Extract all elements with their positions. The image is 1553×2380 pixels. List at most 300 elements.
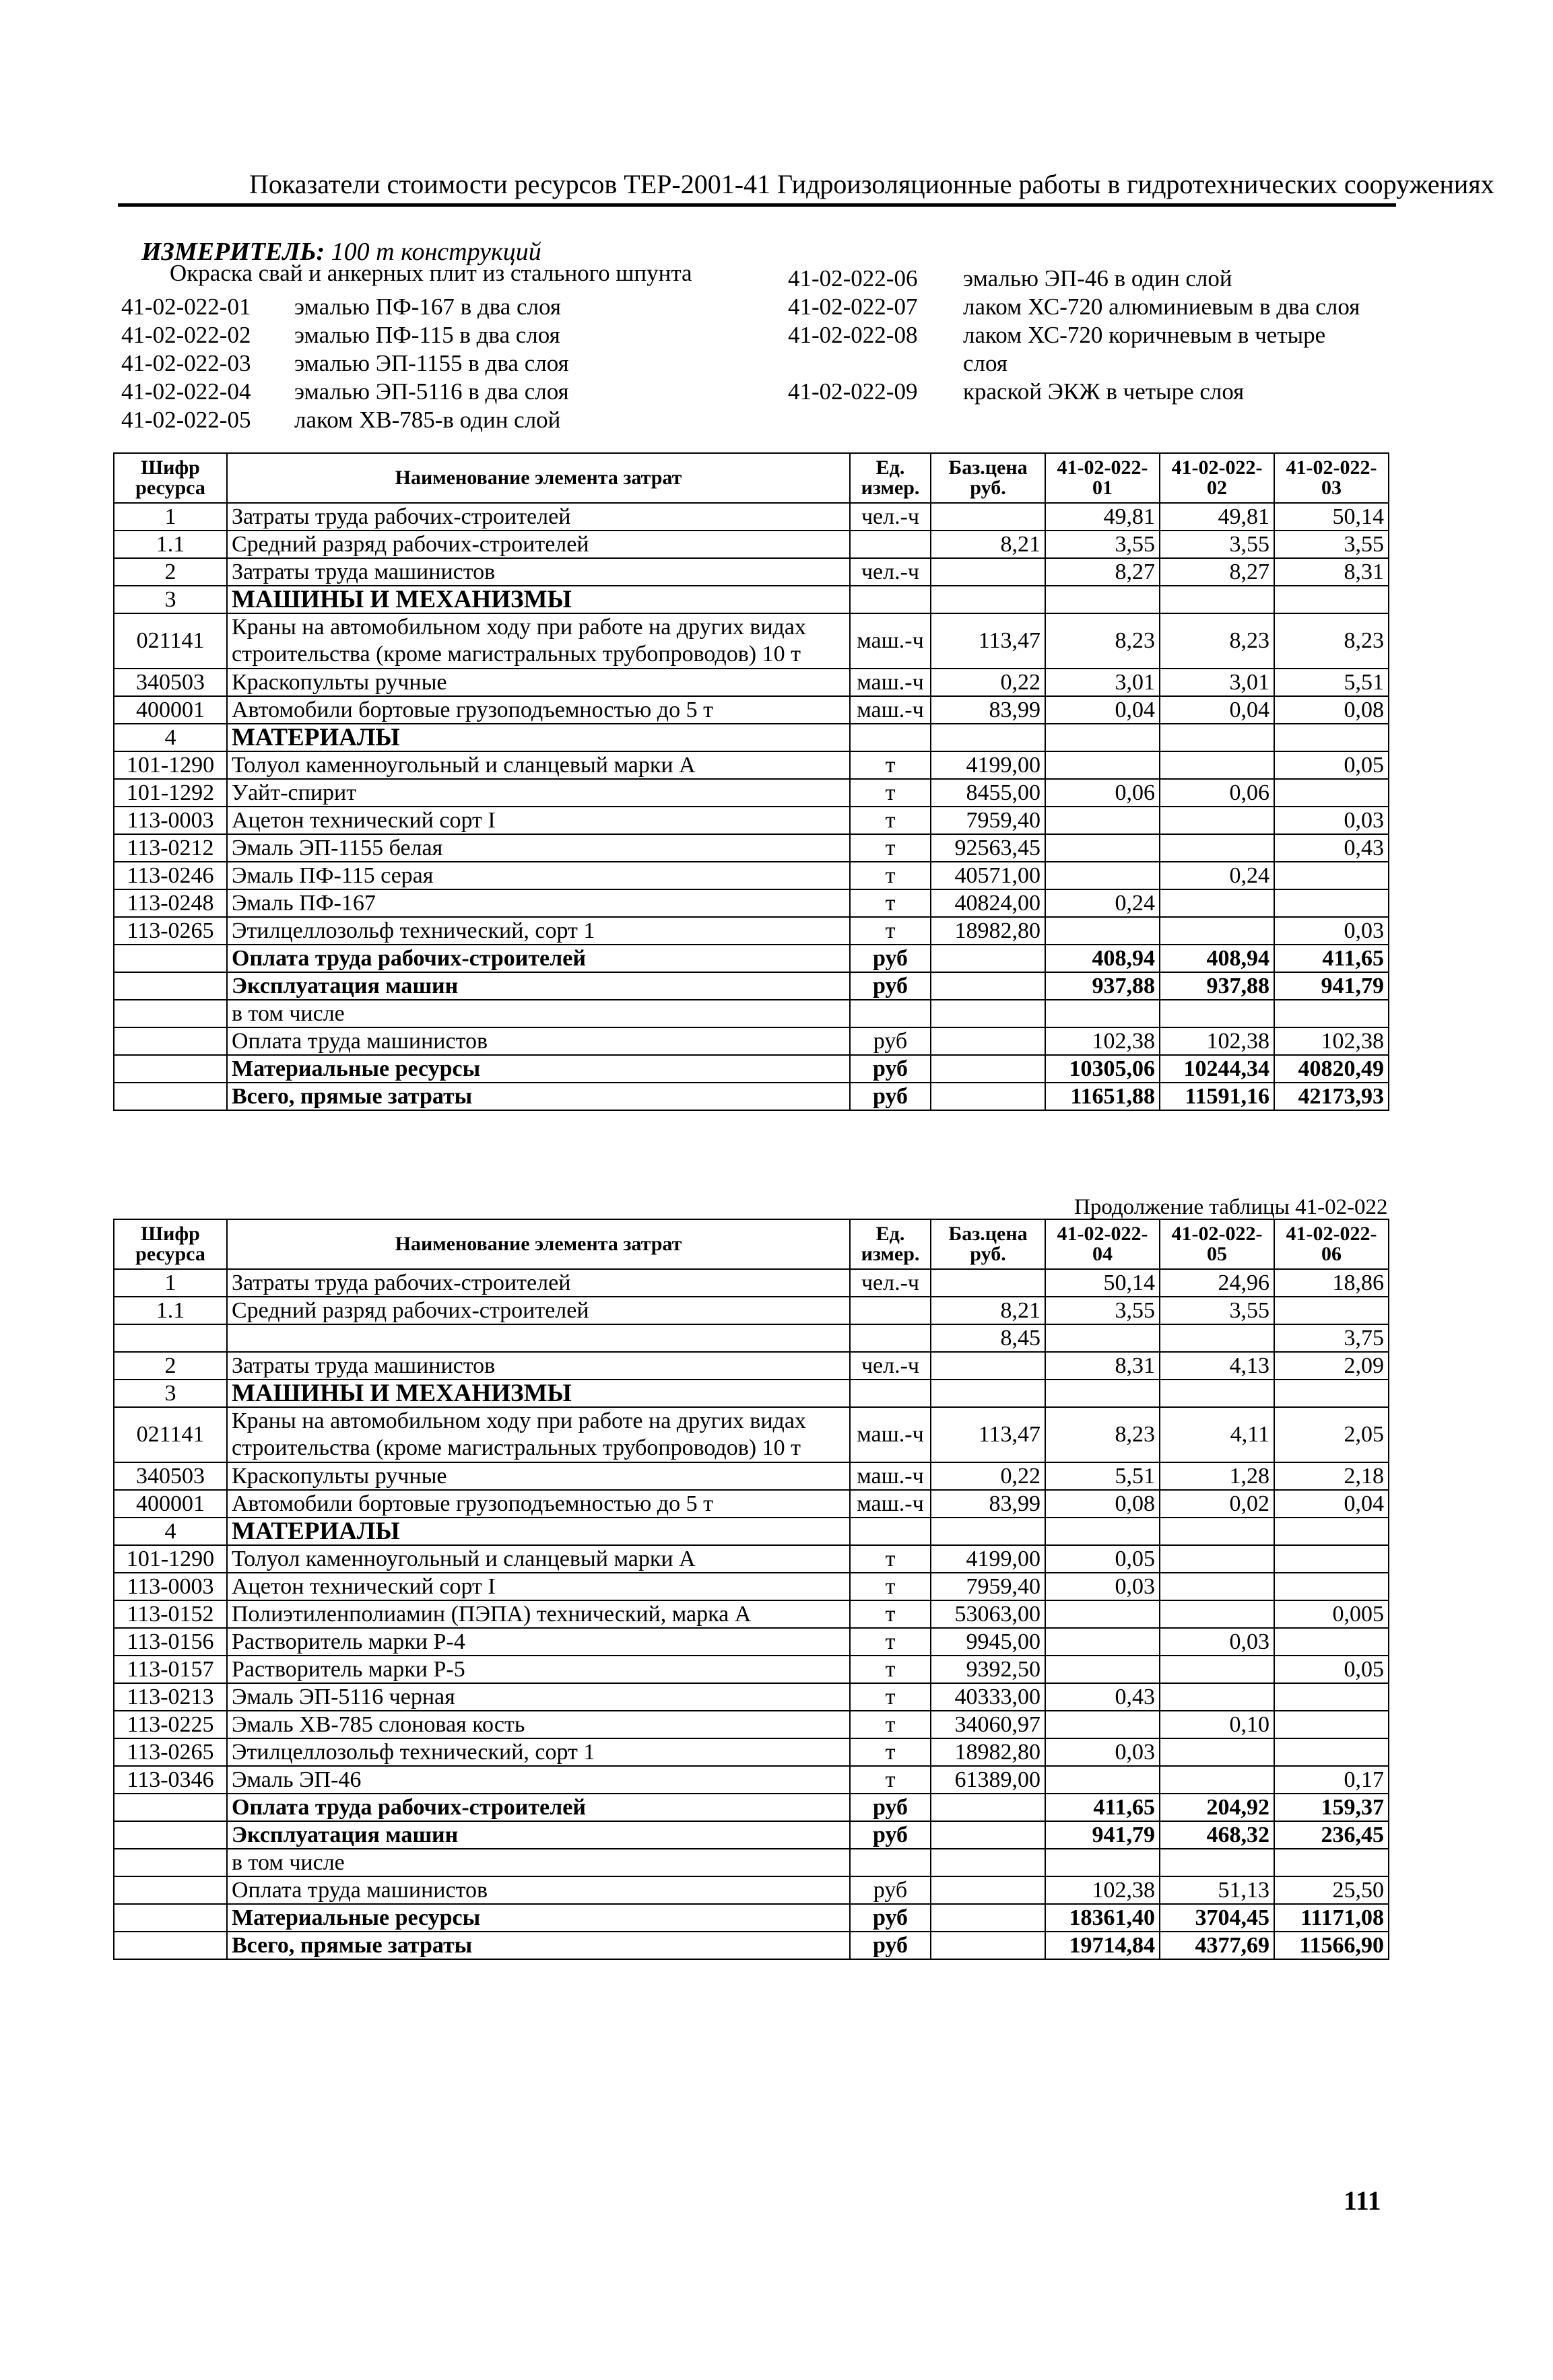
- cell-code: 400001: [114, 1490, 227, 1518]
- cell-value: 51,13: [1160, 1876, 1274, 1904]
- cell-unit: т: [850, 834, 931, 862]
- cell-value: 159,37: [1274, 1794, 1389, 1821]
- cell-unit: маш.-ч: [850, 669, 931, 696]
- cell-name: Затраты труда рабочих-строителей: [227, 503, 850, 531]
- cell-price: 7959,40: [931, 1573, 1045, 1600]
- intro-code: 41-02-022-08: [788, 322, 918, 348]
- cell-code: [114, 1324, 227, 1352]
- cell-name: Этилцеллозольф технический, сорт 1: [227, 1738, 850, 1766]
- cell-value: 3,75: [1274, 1324, 1389, 1352]
- cell-value: [1045, 1656, 1160, 1683]
- cell-value: 18361,40: [1045, 1904, 1160, 1932]
- cell-value: 0,08: [1274, 696, 1389, 724]
- cell-unit: [850, 1380, 931, 1407]
- cell-unit: т: [850, 1600, 931, 1628]
- intro-desc: эмалью ПФ-115 в два слоя: [294, 322, 560, 348]
- cell-unit: [850, 531, 931, 558]
- table-row: [114, 1407, 1389, 1462]
- table-header-row: [114, 453, 1389, 503]
- intro-code: 41-02-022-04: [121, 378, 251, 405]
- cell-name: Всего, прямые затраты: [227, 1932, 850, 1959]
- cell-value: 25,50: [1274, 1876, 1389, 1904]
- cell-value: [1045, 1766, 1160, 1794]
- cell-value: [1160, 724, 1274, 751]
- cell-price: 61389,00: [931, 1766, 1045, 1794]
- table-row: [114, 779, 1389, 807]
- cost-table-1: [113, 452, 1389, 1111]
- cell-value: [1160, 751, 1274, 779]
- cell-value: 11651,88: [1045, 1083, 1160, 1110]
- cell-value: 0,06: [1160, 779, 1274, 807]
- cell-value: [1045, 1000, 1160, 1027]
- cell-price: [931, 503, 1045, 531]
- cell-name: Оплата труда рабочих-строителей: [227, 945, 850, 972]
- cell-unit: т: [850, 1656, 931, 1683]
- intro-desc: эмалью ЭП-5116 в два слоя: [294, 378, 569, 405]
- cell-price: 4199,00: [931, 1545, 1045, 1573]
- cell-code: 1: [114, 503, 227, 531]
- table-row: [114, 1083, 1389, 1110]
- cell-unit: т: [850, 779, 931, 807]
- cell-value: [1274, 1545, 1389, 1573]
- intro-code: 41-02-022-02: [121, 322, 251, 348]
- cell-code: [114, 945, 227, 972]
- cell-value: [1045, 917, 1160, 945]
- cell-price: 18982,80: [931, 1738, 1045, 1766]
- cell-name: Этилцеллозольф технический, сорт 1: [227, 917, 850, 945]
- cell-name: Автомобили бортовые грузоподъемностью до 5 т: [227, 696, 850, 724]
- table-row: [114, 807, 1389, 834]
- table-row: [114, 1628, 1389, 1656]
- table-row: [114, 1932, 1389, 1959]
- cell-value: [1160, 586, 1274, 613]
- cell-name: Ацетон технический сорт I: [227, 807, 850, 834]
- cell-value: [1160, 1380, 1274, 1407]
- cell-value: 8,31: [1045, 1352, 1160, 1380]
- cell-value: 0,02: [1160, 1490, 1274, 1518]
- cell-name: Эмаль ЭП-1155 белая: [227, 834, 850, 862]
- intro-code: 41-02-022-06: [788, 265, 918, 292]
- cell-value: [1160, 1849, 1274, 1876]
- cell-price: 92563,45: [931, 834, 1045, 862]
- cell-name: Всего, прямые затраты: [227, 1083, 850, 1110]
- cell-price: [931, 1380, 1045, 1407]
- cell-unit: чел.-ч: [850, 1269, 931, 1297]
- cell-name: Эксплуатация машин: [227, 972, 850, 1000]
- cell-value: [1274, 1683, 1389, 1711]
- cell-value: [1274, 724, 1389, 751]
- page-header: Показатели стоимости ресурсов ТЕР-2001-41 Гидроизоляционные работы в гидротехнических сооружениях: [249, 169, 1494, 199]
- cell-code: 113-0157: [114, 1656, 227, 1683]
- cell-value: 4377,69: [1160, 1932, 1274, 1959]
- cell-code: [114, 1055, 227, 1083]
- cell-value: 102,38: [1045, 1027, 1160, 1055]
- cell-value: 1,28: [1160, 1462, 1274, 1490]
- cell-code: 400001: [114, 696, 227, 724]
- table-row: [114, 834, 1389, 862]
- cell-price: [931, 972, 1045, 1000]
- cell-value: 49,81: [1045, 503, 1160, 531]
- header-cell-name: Наименование элемента затрат: [227, 453, 850, 503]
- table-row: [114, 1849, 1389, 1876]
- cell-unit: [850, 1518, 931, 1545]
- cell-code: 113-0225: [114, 1711, 227, 1738]
- cell-value: 0,24: [1045, 889, 1160, 917]
- cell-value: 0,43: [1045, 1683, 1160, 1711]
- cell-price: [931, 1821, 1045, 1849]
- cell-value: 11591,16: [1160, 1083, 1274, 1110]
- table-row: [114, 917, 1389, 945]
- cell-value: [1160, 1600, 1274, 1628]
- cell-price: 8,21: [931, 531, 1045, 558]
- cell-value: 102,38: [1160, 1027, 1274, 1055]
- cell-price: [931, 558, 1045, 586]
- cell-code: [114, 1821, 227, 1849]
- cell-value: [1045, 834, 1160, 862]
- table-row: [114, 1876, 1389, 1904]
- cell-value: 0,43: [1274, 834, 1389, 862]
- header-cell-code: Шифр ресурса: [114, 1219, 227, 1269]
- table-row: [114, 1821, 1389, 1849]
- cell-unit: маш.-ч: [850, 1407, 931, 1462]
- cell-unit: руб: [850, 1027, 931, 1055]
- cell-value: 411,65: [1045, 1794, 1160, 1821]
- cell-price: [931, 1794, 1045, 1821]
- cell-unit: т: [850, 1683, 931, 1711]
- cell-price: 9945,00: [931, 1628, 1045, 1656]
- cell-value: 0,005: [1274, 1600, 1389, 1628]
- cell-value: 941,79: [1274, 972, 1389, 1000]
- cell-value: 8,27: [1160, 558, 1274, 586]
- cell-code: 113-0152: [114, 1600, 227, 1628]
- header-cell-unit: Ед. измер.: [850, 1219, 931, 1269]
- cell-code: 1.1: [114, 1297, 227, 1324]
- cell-value: [1045, 586, 1160, 613]
- cell-code: 340503: [114, 1462, 227, 1490]
- cell-value: 0,03: [1160, 1628, 1274, 1656]
- page-number: 111: [1344, 2185, 1381, 2216]
- cell-value: [1160, 889, 1274, 917]
- cell-value: [1160, 1683, 1274, 1711]
- header-cell-unit: Ед. измер.: [850, 453, 931, 503]
- cell-value: [1274, 779, 1389, 807]
- cell-value: [1160, 1573, 1274, 1600]
- cell-price: [931, 945, 1045, 972]
- table-row: [114, 669, 1389, 696]
- cell-code: 021141: [114, 613, 227, 669]
- cell-code: 340503: [114, 669, 227, 696]
- cell-name: Эксплуатация машин: [227, 1821, 850, 1849]
- cell-price: 40824,00: [931, 889, 1045, 917]
- cell-code: 113-0248: [114, 889, 227, 917]
- cell-value: [1274, 1628, 1389, 1656]
- cell-name: Краны на автомобильном ходу при работе на других видах строительства (кроме магистральных трубопроводов) 10 т: [227, 1407, 850, 1462]
- cell-name: в том числе: [227, 1000, 850, 1027]
- cell-value: 5,51: [1274, 669, 1389, 696]
- cell-value: 24,96: [1160, 1269, 1274, 1297]
- cell-value: 0,03: [1274, 917, 1389, 945]
- table-row: [114, 1545, 1389, 1573]
- intro-desc: лаком ХС-720 алюминиевым в два слоя: [963, 294, 1360, 320]
- cell-name: МАТЕРИАЛЫ: [227, 1518, 850, 1545]
- cell-code: 101-1290: [114, 1545, 227, 1573]
- cell-value: 42173,93: [1274, 1083, 1389, 1110]
- header-cell-variant: 41-02-022-06: [1274, 1219, 1389, 1269]
- cell-unit: [850, 586, 931, 613]
- cell-price: [931, 1055, 1045, 1083]
- header-cell-price: Баз.цена руб.: [931, 1219, 1045, 1269]
- cell-unit: руб: [850, 972, 931, 1000]
- header-cell-code: Шифр ресурса: [114, 453, 227, 503]
- intro-desc: краской ЭКЖ в четыре слоя: [963, 378, 1245, 405]
- cell-code: 113-0003: [114, 807, 227, 834]
- cell-unit: т: [850, 889, 931, 917]
- cell-value: 937,88: [1160, 972, 1274, 1000]
- cell-value: [1045, 1628, 1160, 1656]
- cell-value: [1160, 1545, 1274, 1573]
- cell-code: 3: [114, 586, 227, 613]
- cell-value: 0,03: [1045, 1738, 1160, 1766]
- cell-value: 102,38: [1045, 1876, 1160, 1904]
- cell-value: [1045, 1711, 1160, 1738]
- cell-name: Толуол каменноугольный и сланцевый марки А: [227, 1545, 850, 1573]
- cell-code: [114, 1932, 227, 1959]
- cell-unit: руб: [850, 1083, 931, 1110]
- cell-value: [1274, 1518, 1389, 1545]
- cell-name: Краскопульты ручные: [227, 669, 850, 696]
- cell-price: 0,22: [931, 669, 1045, 696]
- cell-price: [931, 586, 1045, 613]
- header-rule: [118, 203, 1396, 207]
- cell-value: 411,65: [1274, 945, 1389, 972]
- cell-price: 113,47: [931, 1407, 1045, 1462]
- cell-unit: руб: [850, 1904, 931, 1932]
- cell-code: 113-0003: [114, 1573, 227, 1600]
- cell-name: [227, 1324, 850, 1352]
- cell-price: [931, 1876, 1045, 1904]
- cell-unit: маш.-ч: [850, 696, 931, 724]
- cell-unit: маш.-ч: [850, 1462, 931, 1490]
- cell-name: МАШИНЫ И МЕХАНИЗМЫ: [227, 1380, 850, 1407]
- cell-price: [931, 1849, 1045, 1876]
- cell-price: [931, 1000, 1045, 1027]
- cell-value: 0,17: [1274, 1766, 1389, 1794]
- cell-name: Материальные ресурсы: [227, 1904, 850, 1932]
- cell-code: 113-0156: [114, 1628, 227, 1656]
- cell-value: [1160, 1000, 1274, 1027]
- cell-value: [1160, 1324, 1274, 1352]
- cell-code: [114, 1904, 227, 1932]
- cell-value: 8,23: [1160, 613, 1274, 669]
- table-row: [114, 586, 1389, 613]
- cell-value: 40820,49: [1274, 1055, 1389, 1083]
- cell-unit: т: [850, 1738, 931, 1766]
- cell-code: 4: [114, 724, 227, 751]
- cell-name: Эмаль ХВ-785 слоновая кость: [227, 1711, 850, 1738]
- cell-name: Средний разряд рабочих-строителей: [227, 1297, 850, 1324]
- cell-code: 1.1: [114, 531, 227, 558]
- cell-price: [931, 1932, 1045, 1959]
- cell-unit: чел.-ч: [850, 1352, 931, 1380]
- cell-value: 2,09: [1274, 1352, 1389, 1380]
- cell-code: [114, 1849, 227, 1876]
- cell-value: 49,81: [1160, 503, 1274, 531]
- table-row: [114, 1269, 1389, 1297]
- table-row: [114, 1683, 1389, 1711]
- cell-value: 3,55: [1160, 1297, 1274, 1324]
- cell-price: 34060,97: [931, 1711, 1045, 1738]
- cell-unit: руб: [850, 1876, 931, 1904]
- table-row: [114, 1055, 1389, 1083]
- cell-value: 0,05: [1045, 1545, 1160, 1573]
- intro-code: 41-02-022-09: [788, 378, 918, 405]
- cell-price: 8,21: [931, 1297, 1045, 1324]
- cell-code: 101-1290: [114, 751, 227, 779]
- cell-name: Ацетон технический сорт I: [227, 1573, 850, 1600]
- cell-value: 8,23: [1045, 1407, 1160, 1462]
- cell-value: 3,01: [1160, 669, 1274, 696]
- cell-name: в том числе: [227, 1849, 850, 1876]
- cell-price: 0,22: [931, 1462, 1045, 1490]
- table-row: [114, 696, 1389, 724]
- cell-unit: маш.-ч: [850, 613, 931, 669]
- cell-code: 3: [114, 1380, 227, 1407]
- cell-code: [114, 1794, 227, 1821]
- cell-value: [1274, 1380, 1389, 1407]
- cell-value: 4,11: [1160, 1407, 1274, 1462]
- cell-unit: руб: [850, 1932, 931, 1959]
- cell-name: Краскопульты ручные: [227, 1462, 850, 1490]
- cell-value: [1274, 1711, 1389, 1738]
- cell-value: [1045, 1380, 1160, 1407]
- cell-value: 8,27: [1045, 558, 1160, 586]
- cell-price: [931, 1518, 1045, 1545]
- cell-value: 0,05: [1274, 1656, 1389, 1683]
- cell-value: [1274, 1000, 1389, 1027]
- cell-unit: т: [850, 917, 931, 945]
- cell-value: [1274, 586, 1389, 613]
- cell-value: 0,06: [1045, 779, 1160, 807]
- cell-code: 021141: [114, 1407, 227, 1462]
- intro-desc: лаком ХВ-785-в один слой: [294, 407, 561, 433]
- cell-unit: т: [850, 807, 931, 834]
- cell-name: Оплата труда машинистов: [227, 1876, 850, 1904]
- cell-value: 0,05: [1274, 751, 1389, 779]
- cell-name: Эмаль ЭП-5116 черная: [227, 1683, 850, 1711]
- table-row: [114, 1490, 1389, 1518]
- table-row: [114, 1324, 1389, 1352]
- cell-name: Оплата труда рабочих-строителей: [227, 1794, 850, 1821]
- intro-desc: лаком ХС-720 коричневым в четыре: [963, 322, 1326, 348]
- table-row: [114, 751, 1389, 779]
- cell-value: 3,55: [1160, 531, 1274, 558]
- cell-value: 102,38: [1274, 1027, 1389, 1055]
- cell-value: 941,79: [1045, 1821, 1160, 1849]
- cell-price: 9392,50: [931, 1656, 1045, 1683]
- table-row: [114, 889, 1389, 917]
- cell-code: 113-0346: [114, 1766, 227, 1794]
- cell-value: [1160, 1656, 1274, 1683]
- cell-price: 53063,00: [931, 1600, 1045, 1628]
- cell-value: 3,55: [1274, 531, 1389, 558]
- cell-value: 3704,45: [1160, 1904, 1274, 1932]
- cell-price: 83,99: [931, 696, 1045, 724]
- intro-code: 41-02-022-03: [121, 350, 251, 376]
- cell-value: [1160, 1738, 1274, 1766]
- cell-value: 204,92: [1160, 1794, 1274, 1821]
- cell-value: [1045, 807, 1160, 834]
- cell-name: Средний разряд рабочих-строителей: [227, 531, 850, 558]
- table-row: [114, 1027, 1389, 1055]
- cell-unit: руб: [850, 945, 931, 972]
- cost-table-2: [113, 1219, 1389, 1960]
- cell-value: 408,94: [1045, 945, 1160, 972]
- cell-name: Затраты труда машинистов: [227, 558, 850, 586]
- cell-unit: т: [850, 1711, 931, 1738]
- cell-value: 0,08: [1045, 1490, 1160, 1518]
- table-row: [114, 1904, 1389, 1932]
- cell-unit: т: [850, 1545, 931, 1573]
- cell-name: Автомобили бортовые грузоподъемностью до 5 т: [227, 1490, 850, 1518]
- cell-value: 8,31: [1274, 558, 1389, 586]
- cell-name: МАТЕРИАЛЫ: [227, 724, 850, 751]
- intro-desc: слоя: [963, 350, 1007, 376]
- cell-price: 83,99: [931, 1490, 1045, 1518]
- cell-value: [1274, 862, 1389, 889]
- cell-unit: [850, 1000, 931, 1027]
- table-row: [114, 724, 1389, 751]
- table-row: [114, 1656, 1389, 1683]
- table-row: [114, 1794, 1389, 1821]
- cell-value: 0,04: [1045, 696, 1160, 724]
- cell-value: [1045, 1518, 1160, 1545]
- cell-value: 0,03: [1045, 1573, 1160, 1600]
- header-cell-name: Наименование элемента затрат: [227, 1219, 850, 1269]
- cell-value: 50,14: [1274, 503, 1389, 531]
- cell-price: [931, 1083, 1045, 1110]
- table-row: [114, 862, 1389, 889]
- intro-desc: эмалью ЭП-1155 в два слоя: [294, 350, 569, 376]
- cell-price: [931, 1269, 1045, 1297]
- cell-code: [114, 972, 227, 1000]
- header-cell-price: Баз.цена руб.: [931, 453, 1045, 503]
- intro-heading: Окраска свай и анкерных плит из стального шпунта: [170, 260, 692, 286]
- cell-name: Эмаль ЭП-46: [227, 1766, 850, 1794]
- header-cell-variant: 41-02-022-02: [1160, 453, 1274, 503]
- cell-name: МАШИНЫ И МЕХАНИЗМЫ: [227, 586, 850, 613]
- cell-unit: [850, 1324, 931, 1352]
- cell-value: 0,04: [1160, 696, 1274, 724]
- cell-price: 4199,00: [931, 751, 1045, 779]
- cell-name: Затраты труда рабочих-строителей: [227, 1269, 850, 1297]
- cell-price: 113,47: [931, 613, 1045, 669]
- cell-name: Эмаль ПФ-115 серая: [227, 862, 850, 889]
- continuation-caption: Продолжение таблицы 41-02-022: [1074, 1195, 1388, 1219]
- cell-value: [1160, 917, 1274, 945]
- cell-value: 5,51: [1045, 1462, 1160, 1490]
- cell-unit: [850, 1849, 931, 1876]
- table-row: [114, 1738, 1389, 1766]
- cell-price: 8455,00: [931, 779, 1045, 807]
- table-row: [114, 1600, 1389, 1628]
- cell-value: 11171,08: [1274, 1904, 1389, 1932]
- table-row: [114, 558, 1389, 586]
- cell-value: 50,14: [1045, 1269, 1160, 1297]
- cell-value: 11566,90: [1274, 1932, 1389, 1959]
- table-row: [114, 1000, 1389, 1027]
- cell-value: 8,23: [1045, 613, 1160, 669]
- meter-value: 100 т конструкций: [331, 238, 541, 266]
